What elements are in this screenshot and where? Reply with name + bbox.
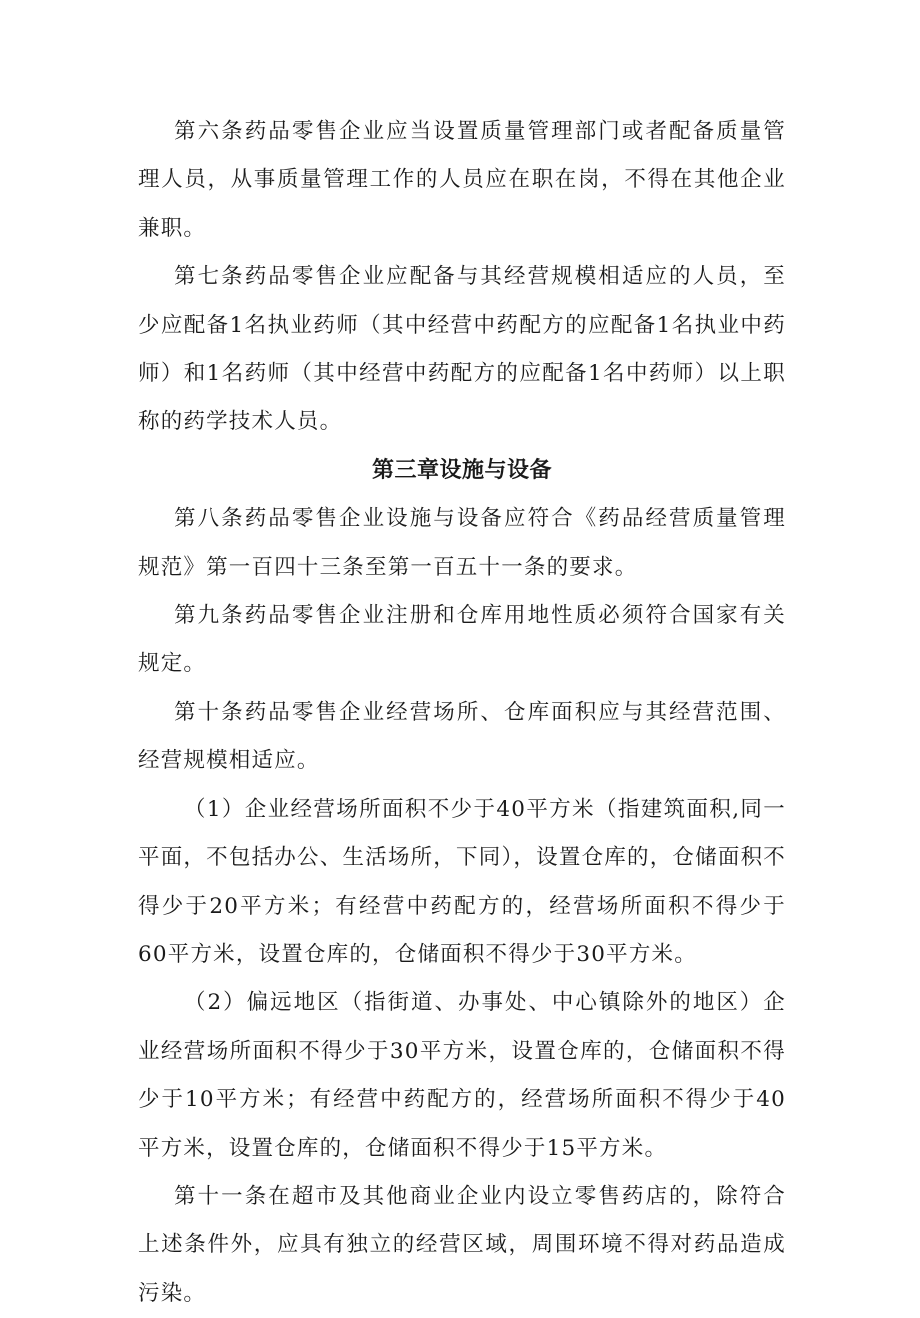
article-11: 第十一条在超市及其他商业企业内设立零售药店的，除符合上述条件外，应具有独立的经营区域，周围环境不得对药品造成污染。 [138,1183,786,1306]
article-9: 第九条药品零售企业注册和仓库用地性质必须符合国家有关规定。 [138,603,786,677]
article-10: 第十条药品零售企业经营场所、仓库面积应与其经营范围、经营规模相适应。 [138,699,786,774]
article-8: 第八条药品零售企业设施与设备应符合《药品经营质量管理规范》第一百四十三条至第一百五十一条的要求。 [138,506,786,580]
chapter-title: 第三章设施与设备 [371,457,552,483]
article-6: 第六条药品零售企业应当设置质量管理部门或者配备质量管理人员，从事质量管理工作的人员应在职在岗，不得在其他企业兼职。 [138,119,786,241]
article-10-item-2: （2）偏远地区（指街道、办事处、中心镇除外的地区）企业经营场所面积不得少于30平方米，设置仓库的，仓储面积不得少于10平方米；有经营中药配方的，经营场所面积不得少于40平方米，设置仓库的，仓储面积不得少于15平方米。 [138,990,786,1161]
article-10-item-1: （1）企业经营场所面积不少于40平方米（指建筑面积,同一平面，不包括办公、生活场所，下同），设置仓库的，仓储面积不得少于20平方米；有经营中药配方的，经营场所面积不得少于60平方米，设置仓库的，仓储面积不得少于30平方米。 [138,796,786,967]
article-7: 第七条药品零售企业应配备与其经营规模相适应的人员，至少应配备1名执业药师（其中经营中药配方的应配备1名执业中药师）和1名药师（其中经营中药配方的应配备1名中药师）以上职称的药学技术人员。 [138,264,786,435]
document-page [138,108,786,1318]
